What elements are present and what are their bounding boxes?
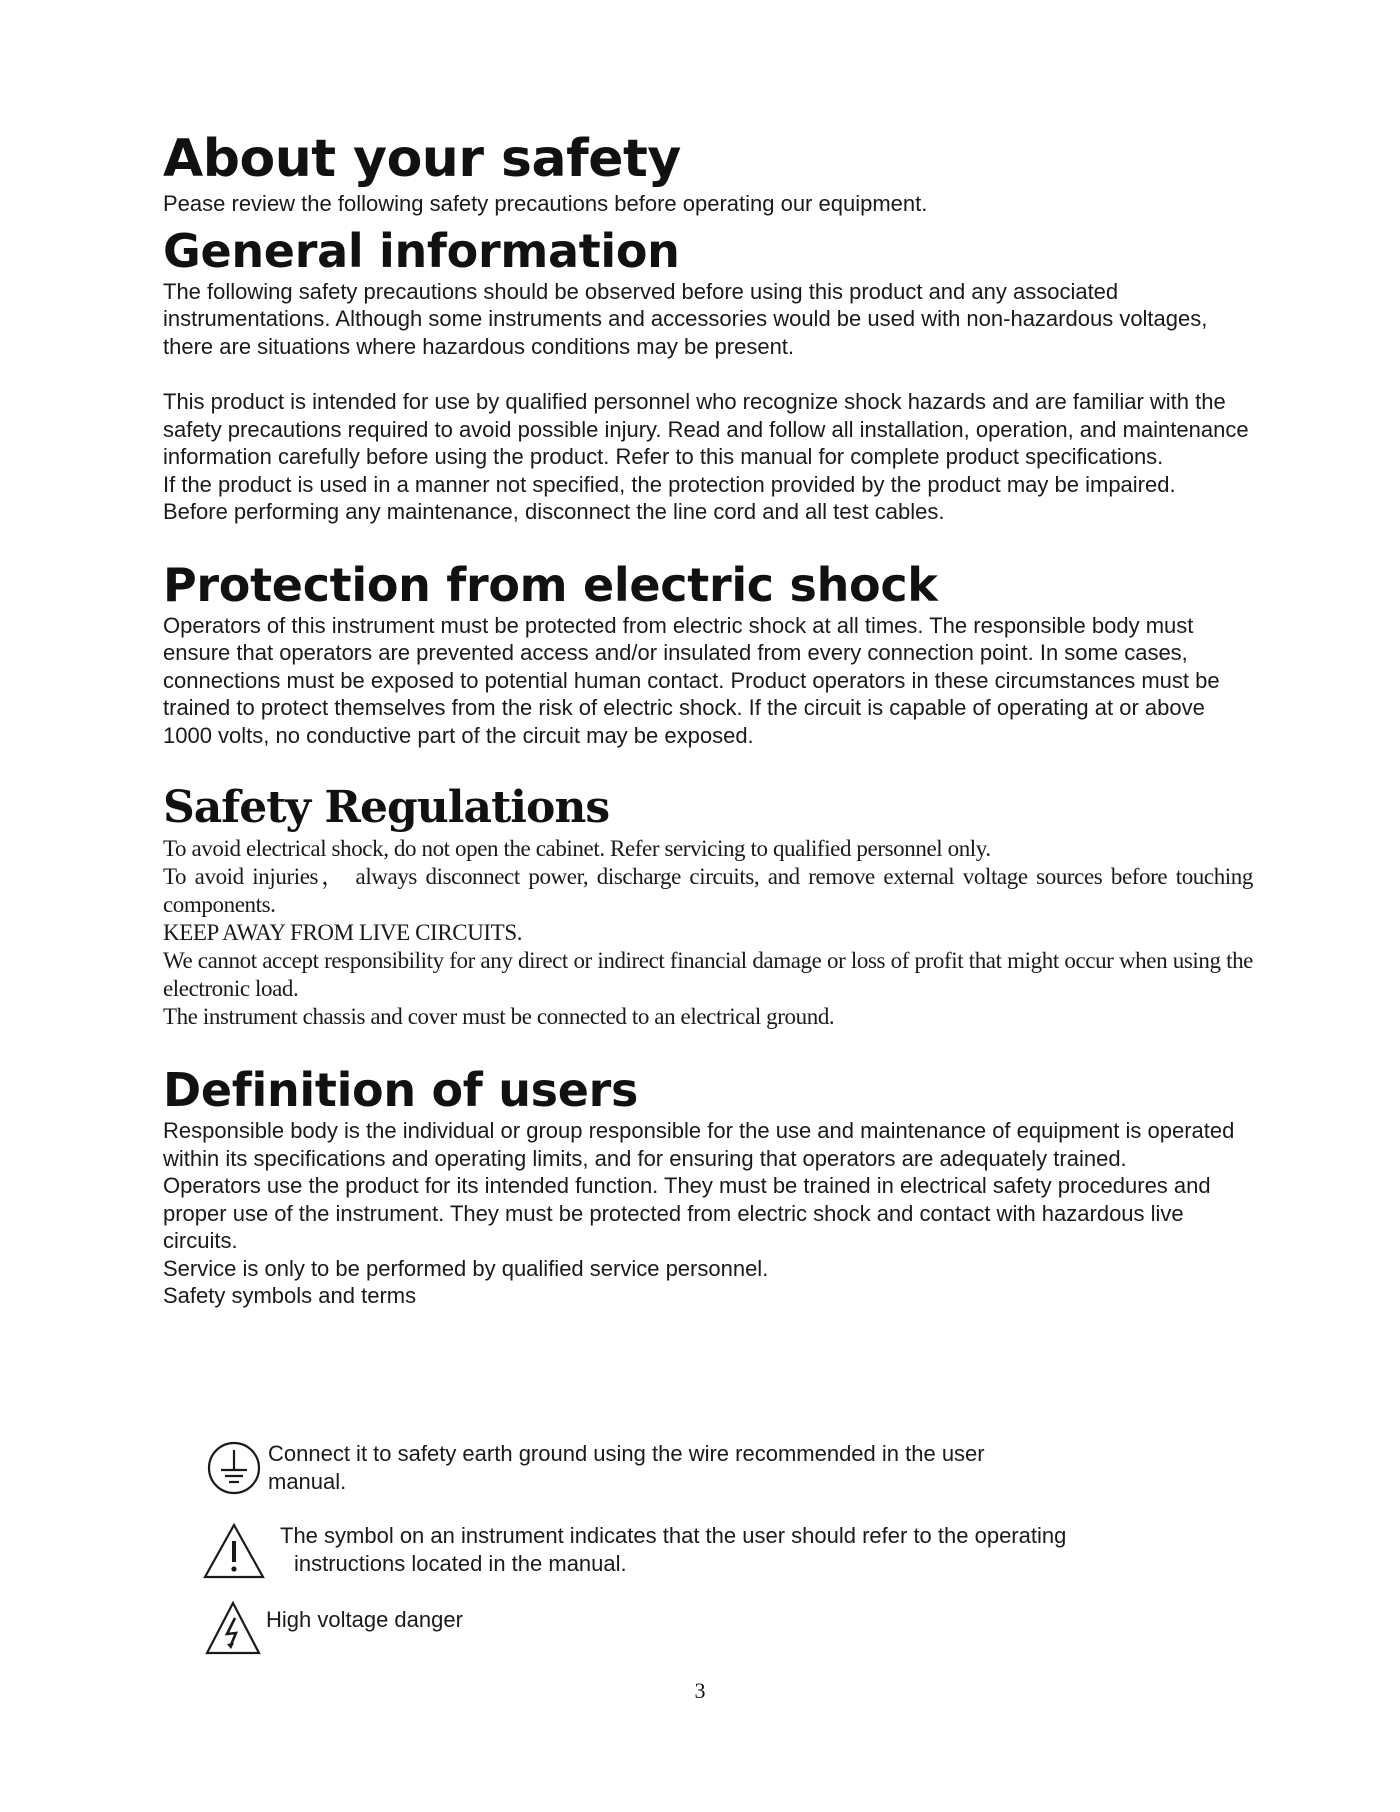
symbol-high-voltage-row <box>204 1600 704 1656</box>
general-paragraph-4: Before performing any maintenance, disconnect the line cord and all test cables. <box>163 499 945 524</box>
ground-symbol-text: Connect it to safety earth ground using the wire recommended in the user manual. <box>268 1441 985 1494</box>
protective-earth-ground-icon <box>206 1440 262 1496</box>
caution-symbol-text-line-1: The symbol on an instrument indicates that the user should refer to the operating <box>280 1523 1067 1548</box>
symbol-ground-row <box>206 1440 1066 1496</box>
users-paragraph-1: Responsible body is the individual or group responsible for the use and maintenance of equipment is operated within its specifications and operating limits, and for ensuring that operators are adequately trained. <box>163 1118 1235 1171</box>
caution-symbol-text-line-2: instructions located in the manual. <box>294 1550 627 1576</box>
users-paragraph-3: Service is only to be performed by qualified service personnel. <box>163 1255 769 1281</box>
regulation-line-5: The instrument chassis and cover must be connected to an electrical ground. <box>163 1004 835 1029</box>
regulation-line-1: To avoid electrical shock, do not open the cabinet. Refer servicing to qualified personnel only. <box>163 836 991 861</box>
page-content <box>163 128 1253 1310</box>
symbol-caution-row <box>202 1522 1162 1580</box>
definition-of-users-heading: Definition of users <box>163 1063 639 1117</box>
regulation-line-4: We cannot accept responsibility for any direct or indirect financial damage or loss of profit that might occur when using the electronic load. <box>163 948 1253 1001</box>
general-paragraph-2: This product is intended for use by qualified personnel who recognize shock hazards and are familiar with the safety precautions required to avoid possible injury. Read and follow all installation, operation, and maintenance information carefully before using the product. Refer to this manual for complete product specifications. <box>163 389 1249 469</box>
caution-symbol-text <box>280 1522 1066 1577</box>
regulation-line-3: KEEP AWAY FROM LIVE CIRCUITS. <box>163 920 523 945</box>
high-voltage-lightning-triangle-icon <box>204 1600 262 1656</box>
users-paragraph-2: Operators use the product for its intended function. They must be trained in electrical safety procedures and proper use of the instrument. They must be protected from electric shock and contact with hazardous live circuits. <box>163 1173 1211 1253</box>
general-information-heading: General information <box>163 223 680 278</box>
general-paragraph-1: The following safety precautions should be observed before using this product and any associated instrumentations. Although some instruments and accessories would be used with non-hazardous voltages, there are situations where hazardous conditions may be present. <box>163 278 1208 359</box>
regulation-line-2: To avoid injuries， always disconnect power, discharge circuits, and remove external voltage sources before touching components. <box>163 864 1253 917</box>
caution-exclamation-triangle-icon <box>202 1522 266 1580</box>
page-title: About your safety <box>163 129 681 189</box>
high-voltage-symbol-text: High voltage danger <box>266 1607 463 1632</box>
general-paragraph-3: If the product is used in a manner not specified, the protection provided by the product may be impaired. <box>163 471 1176 497</box>
protection-paragraph: Operators of this instrument must be protected from electric shock at all times. The responsible body must ensure that operators are prevented access and/or insulated from every connection point. In some cases, connections must be exposed to potential human contact. Product operators in these circumstances must be trained to protect themselves from the risk of electric shock. If the circuit is capable of operating at or above 1000 volts, no conductive part of the circuit may be exposed. <box>163 612 1220 748</box>
users-paragraph-4: Safety symbols and terms <box>163 1283 417 1308</box>
protection-heading: Protection from electric shock <box>163 557 938 612</box>
about-intro: Pease review the following safety precautions before operating our equipment. <box>163 191 928 216</box>
page-number: 3 <box>694 1678 706 1703</box>
safety-regulations-heading: Safety Regulations <box>163 782 610 833</box>
